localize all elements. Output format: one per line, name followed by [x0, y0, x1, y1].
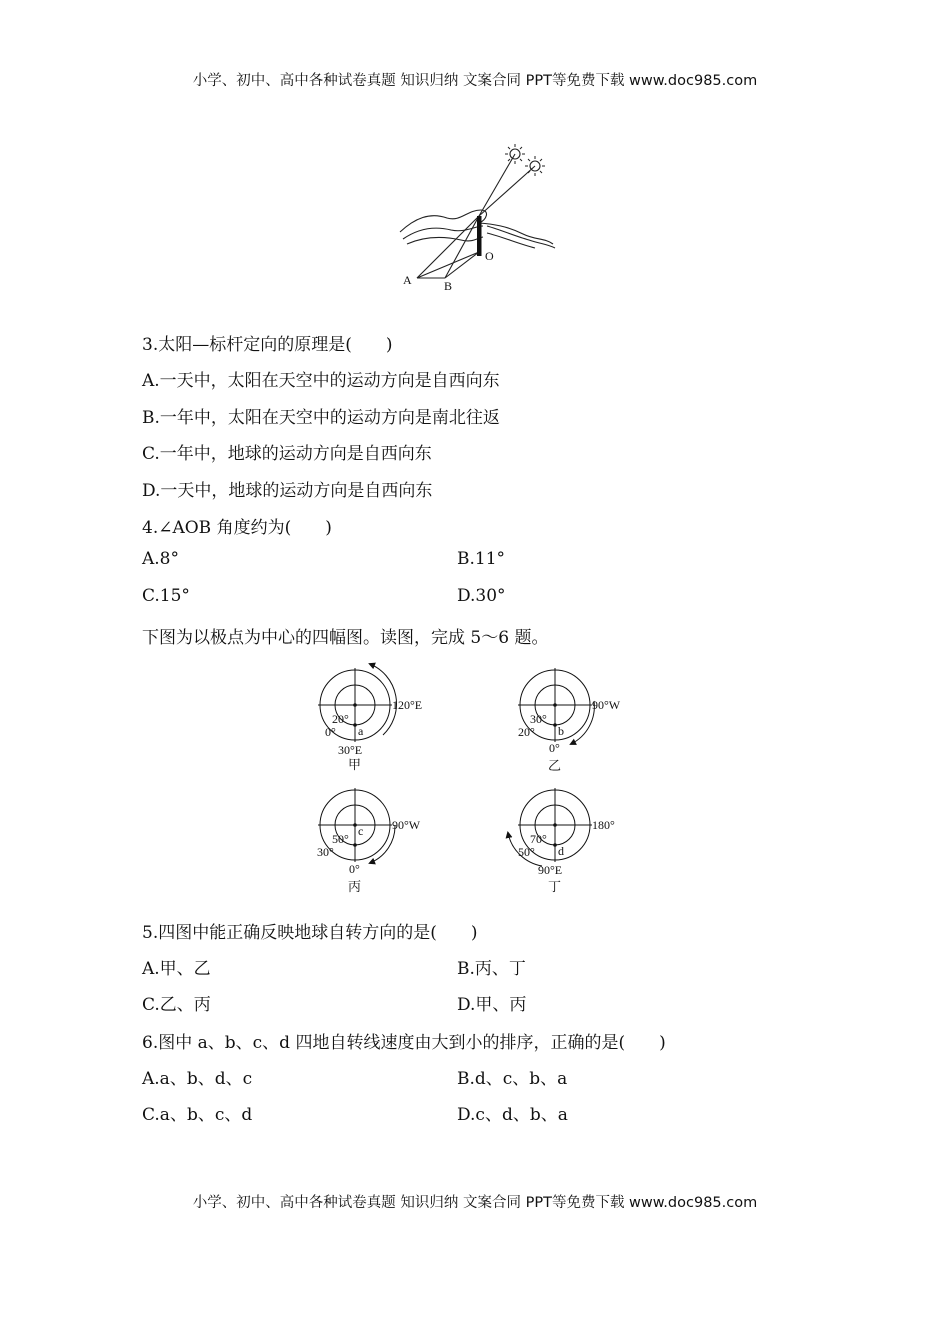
yi-inner-lat: 30° [530, 712, 547, 726]
q6-option-d: D.c、d、b、a [457, 1105, 568, 1125]
q6-option-c: C.a、b、c、d [142, 1105, 253, 1125]
label-o: O [485, 249, 494, 263]
label-b: B [444, 279, 453, 293]
bing-caption: 丙 [348, 879, 362, 894]
ding-inner-lat: 70° [530, 832, 547, 846]
q5-option-c: C.乙、丙 [142, 995, 211, 1015]
jia-right-lon: 120°E [392, 698, 423, 712]
bing-inner-lat: 50° [332, 832, 349, 846]
bing-outer-lat: 30° [317, 845, 334, 859]
q4-option-c: C.15° [142, 586, 190, 606]
sun-pole-figure [395, 140, 565, 292]
yi-right-lon: 90°W [592, 698, 621, 712]
ding-point: d [558, 844, 564, 858]
bing-point: c [358, 824, 364, 838]
yi-caption: 乙 [548, 758, 562, 773]
page-header: 小学、初中、高中各种试卷真题 知识归纳 文案合同 PPT等免费下载 www.doc985.com [192, 73, 758, 89]
ding-bottom-lon: 90°E [538, 863, 563, 877]
jia-bottom-lon: 30°E [338, 743, 363, 757]
q3-option-b: B.一年中，太阳在天空中的运动方向是南北往返 [142, 408, 500, 428]
q5-stem: 5.四图中能正确反映地球自转方向的是( ) [142, 923, 478, 943]
q6-option-b: B.d、c、b、a [457, 1069, 568, 1089]
yi-point: b [558, 724, 564, 738]
jia-caption: 甲 [348, 757, 362, 772]
jia-inner-lat: 20° [332, 712, 349, 726]
q6-option-a: A.a、b、d、c [142, 1069, 253, 1089]
q5-option-a: A.甲、乙 [142, 959, 211, 979]
jia-outer-lat: 0° [325, 725, 336, 739]
q5-option-d: D.甲、丙 [457, 995, 527, 1015]
q3-option-a: A.一天中，太阳在天空中的运动方向是自西向东 [142, 371, 500, 391]
label-a: A [403, 273, 412, 287]
q3-option-c: C.一年中，地球的运动方向是自西向东 [142, 444, 432, 464]
polar-diagrams [300, 655, 640, 895]
ding-caption: 丁 [548, 879, 562, 894]
bing-right-lon: 90°W [392, 818, 421, 832]
q4-option-a: A.8° [142, 549, 179, 569]
q4-option-b: B.11° [457, 549, 506, 569]
q3-option-d: D.一天中，地球的运动方向是自西向东 [142, 481, 433, 501]
intro-5-6: 下图为以极点为中心的四幅图。读图，完成 5～6 题。 [142, 628, 549, 648]
q4-option-d: D.30° [457, 586, 506, 606]
yi-bottom-lon: 0° [549, 741, 560, 755]
ding-right-lon: 180° [592, 818, 615, 832]
bing-bottom-lon: 0° [349, 862, 360, 876]
q4-stem: 4.∠AOB 角度约为( ) [142, 518, 332, 538]
jia-point: a [358, 724, 364, 738]
q3-stem: 3.太阳—标杆定向的原理是( ) [142, 335, 393, 355]
q5-option-b: B.丙、丁 [457, 959, 526, 979]
yi-outer-lat: 20° [518, 725, 535, 739]
q6-stem: 6.图中 a、b、c、d 四地自转线速度由大到小的排序，正确的是( ) [142, 1033, 666, 1053]
ding-outer-lat: 50° [518, 845, 535, 859]
page-footer: 小学、初中、高中各种试卷真题 知识归纳 文案合同 PPT等免费下载 www.doc985.com [192, 1195, 758, 1211]
